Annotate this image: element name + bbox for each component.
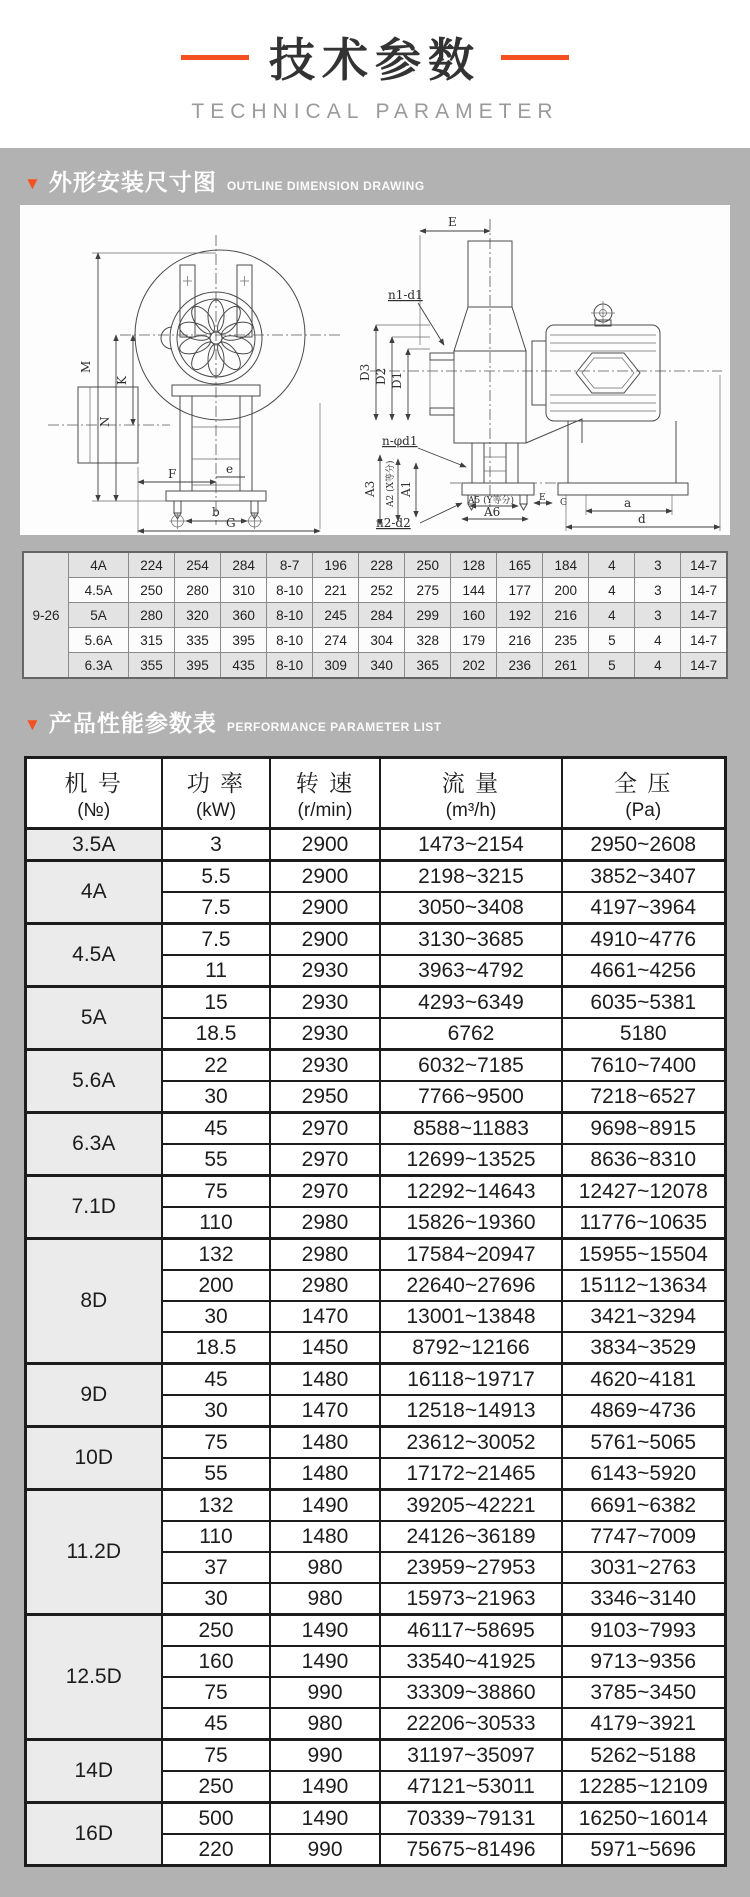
performance-value-cell: 160 (162, 1646, 270, 1677)
performance-header-title: 全 压 (614, 770, 673, 796)
performance-value-cell: 22206~30533 (380, 1708, 562, 1740)
performance-value-cell: 11776~10635 (562, 1207, 725, 1239)
section-performance-title: 产品性能参数表 (48, 710, 217, 736)
dim-label-n1-d1: n1-d1 (388, 288, 423, 302)
performance-value-cell: 5971~5696 (562, 1834, 725, 1866)
performance-value-cell: 15955~15504 (562, 1239, 725, 1271)
performance-value-cell: 45 (162, 1113, 270, 1145)
performance-value-cell: 4661~4256 (562, 955, 725, 987)
dimension-value-cell: 280 (175, 578, 221, 603)
performance-header-cell (380, 758, 562, 829)
dimension-table-body (23, 552, 727, 678)
performance-value-cell: 250 (162, 1615, 270, 1647)
dimension-value-cell: 261 (543, 653, 589, 679)
performance-value-cell: 3346~3140 (562, 1583, 725, 1615)
performance-header-title: 机 号 (64, 770, 123, 796)
performance-value-cell: 30 (162, 1583, 270, 1615)
dimension-table-row (23, 603, 727, 628)
performance-header-cell (25, 758, 162, 829)
performance-value-cell: 2980 (270, 1207, 380, 1239)
performance-value-cell: 3852~3407 (562, 861, 725, 893)
performance-value-cell: 110 (162, 1521, 270, 1552)
performance-value-cell: 45 (162, 1364, 270, 1396)
dimension-value-cell: 8-7 (267, 552, 313, 578)
dimension-table (22, 551, 728, 679)
performance-value-cell: 3130~3685 (380, 924, 562, 956)
performance-value-cell: 45 (162, 1708, 270, 1740)
performance-value-cell: 75 (162, 1740, 270, 1772)
dimension-value-cell: 160 (451, 603, 497, 628)
performance-value-cell: 70339~79131 (380, 1803, 562, 1835)
dimension-value-cell: 435 (221, 653, 267, 679)
performance-value-cell: 7766~9500 (380, 1081, 562, 1113)
performance-value-cell: 2980 (270, 1239, 380, 1271)
performance-table-body (25, 829, 725, 1866)
performance-value-cell: 75 (162, 1176, 270, 1208)
performance-value-cell: 9103~7993 (562, 1615, 725, 1647)
performance-value-cell: 37 (162, 1552, 270, 1583)
performance-value-cell: 1480 (270, 1427, 380, 1459)
performance-value-cell: 2980 (270, 1270, 380, 1301)
performance-table-row (25, 1740, 725, 1772)
section-outline-title: 外形安装尺寸图 (48, 169, 217, 195)
performance-value-cell: 5262~5188 (562, 1740, 725, 1772)
performance-value-cell: 8636~8310 (562, 1144, 725, 1176)
performance-value-cell: 5761~5065 (562, 1427, 725, 1459)
dimension-model-cell: 5.6A (69, 628, 129, 653)
performance-value-cell: 2970 (270, 1176, 380, 1208)
performance-value-cell: 12427~12078 (562, 1176, 725, 1208)
dim-label-G2: G (560, 498, 568, 508)
performance-value-cell: 12518~14913 (380, 1395, 562, 1427)
dimension-value-cell: 310 (221, 578, 267, 603)
page-title: 技术参数 (269, 34, 481, 86)
dim-label-b: b (212, 505, 220, 519)
performance-model-cell: 5.6A (25, 1050, 162, 1113)
dimension-value-cell: 216 (543, 603, 589, 628)
performance-value-cell: 15 (162, 987, 270, 1019)
dim-label-K: K (115, 376, 129, 385)
performance-model-cell: 5A (25, 987, 162, 1050)
performance-value-cell: 4293~6349 (380, 987, 562, 1019)
performance-value-cell: 7.5 (162, 924, 270, 956)
performance-value-cell: 250 (162, 1771, 270, 1803)
dim-label-A2: A2 (X等分) (386, 460, 396, 507)
performance-value-cell: 23612~30052 (380, 1427, 562, 1459)
dimension-value-cell: 8-10 (267, 653, 313, 679)
performance-value-cell: 30 (162, 1081, 270, 1113)
performance-value-cell: 1480 (270, 1521, 380, 1552)
dimension-value-cell: 165 (497, 552, 543, 578)
dim-label-n2-d2: n2-d2 (376, 516, 411, 530)
performance-value-cell: 2900 (270, 892, 380, 924)
performance-value-cell: 2970 (270, 1144, 380, 1176)
dimension-value-cell: 4 (589, 578, 635, 603)
page-subtitle: TECHNICAL PARAMETER (191, 100, 559, 123)
performance-value-cell: 6032~7185 (380, 1050, 562, 1082)
performance-header-unit: (kW) (195, 800, 237, 821)
performance-header-unit: (Pa) (625, 800, 662, 821)
dim-label-e: e (226, 462, 234, 476)
performance-value-cell: 18.5 (162, 1018, 270, 1050)
dimension-value-cell: 245 (313, 603, 359, 628)
performance-value-cell: 7.5 (162, 892, 270, 924)
performance-model-cell: 11.2D (25, 1490, 162, 1615)
performance-value-cell: 220 (162, 1834, 270, 1866)
performance-value-cell: 4620~4181 (562, 1364, 725, 1396)
triangle-down-icon: ▼ (24, 715, 41, 734)
performance-value-cell: 15973~21963 (380, 1583, 562, 1615)
performance-header-cell (562, 758, 725, 829)
dimension-value-cell: 221 (313, 578, 359, 603)
performance-value-cell: 23959~27953 (380, 1552, 562, 1583)
performance-value-cell: 990 (270, 1834, 380, 1866)
performance-table-row (25, 924, 725, 956)
performance-value-cell: 1470 (270, 1395, 380, 1427)
performance-value-cell: 4179~3921 (562, 1708, 725, 1740)
performance-table-row (25, 1615, 725, 1647)
performance-value-cell: 1490 (270, 1615, 380, 1647)
performance-model-cell: 3.5A (25, 829, 162, 861)
dimension-value-cell: 284 (359, 603, 405, 628)
dim-label-D2: D2 (374, 367, 388, 385)
performance-table-row (25, 1364, 725, 1396)
performance-value-cell: 13001~13848 (380, 1301, 562, 1332)
dimension-value-cell: 395 (175, 653, 221, 679)
performance-value-cell: 75675~81496 (380, 1834, 562, 1866)
performance-table (24, 756, 727, 1867)
performance-value-cell: 9698~8915 (562, 1113, 725, 1145)
section-outline-subtitle: OUTLINE DIMENSION DRAWING (226, 179, 425, 193)
dimension-model-cell: 6.3A (69, 653, 129, 679)
dimension-value-cell: 8-10 (267, 578, 313, 603)
dimension-value-cell: 275 (405, 578, 451, 603)
dimension-table-row (23, 653, 727, 679)
section-outline-header (0, 148, 750, 205)
performance-value-cell: 15112~13634 (562, 1270, 725, 1301)
performance-value-cell: 2930 (270, 987, 380, 1019)
dimension-value-cell: 14-7 (681, 628, 727, 653)
performance-value-cell: 4197~3964 (562, 892, 725, 924)
performance-value-cell: 4910~4776 (562, 924, 725, 956)
performance-value-cell: 132 (162, 1239, 270, 1271)
performance-model-cell: 7.1D (25, 1176, 162, 1239)
dimension-value-cell: 254 (175, 552, 221, 578)
fan-front-view (48, 235, 340, 533)
performance-value-cell: 6035~5381 (562, 987, 725, 1019)
dimension-model-cell: 4A (69, 552, 129, 578)
dimension-value-cell: 274 (313, 628, 359, 653)
section-performance-subtitle: PERFORMANCE PARAMETER LIST (226, 720, 442, 734)
dimension-value-cell: 250 (129, 578, 175, 603)
performance-value-cell: 33309~38860 (380, 1677, 562, 1708)
dimension-value-cell: 365 (405, 653, 451, 679)
dimension-value-cell: 192 (497, 603, 543, 628)
performance-header-unit: (№) (77, 800, 111, 821)
performance-header-title: 转 速 (295, 770, 355, 796)
performance-value-cell: 500 (162, 1803, 270, 1835)
performance-value-cell: 3834~3529 (562, 1332, 725, 1364)
performance-value-cell: 980 (270, 1708, 380, 1740)
performance-value-cell: 1490 (270, 1490, 380, 1522)
performance-value-cell: 3050~3408 (380, 892, 562, 924)
performance-value-cell: 2970 (270, 1113, 380, 1145)
title-dash-right-icon (501, 55, 569, 60)
performance-header-unit: (m³/h) (445, 800, 497, 821)
dimension-value-cell: 235 (543, 628, 589, 653)
performance-table-row (25, 1427, 725, 1459)
performance-value-cell: 2900 (270, 861, 380, 893)
dim-label-G: G (226, 516, 236, 530)
performance-value-cell: 1480 (270, 1458, 380, 1490)
performance-value-cell: 3031~2763 (562, 1552, 725, 1583)
performance-model-cell: 4.5A (25, 924, 162, 987)
performance-value-cell: 1473~2154 (380, 829, 562, 861)
performance-value-cell: 7218~6527 (562, 1081, 725, 1113)
performance-value-cell: 75 (162, 1427, 270, 1459)
dimension-value-cell: 196 (313, 552, 359, 578)
performance-value-cell: 980 (270, 1552, 380, 1583)
dimension-value-cell: 284 (221, 552, 267, 578)
dimension-value-cell: 335 (175, 628, 221, 653)
performance-value-cell: 11 (162, 955, 270, 987)
dimension-model-cell: 4.5A (69, 578, 129, 603)
performance-table-row (25, 1239, 725, 1271)
performance-value-cell: 2930 (270, 1050, 380, 1082)
performance-value-cell: 5180 (562, 1018, 725, 1050)
performance-table-row (25, 829, 725, 861)
performance-value-cell: 6143~5920 (562, 1458, 725, 1490)
performance-value-cell: 18.5 (162, 1332, 270, 1364)
performance-value-cell: 132 (162, 1490, 270, 1522)
dimension-value-cell: 3 (635, 603, 681, 628)
performance-value-cell: 1490 (270, 1803, 380, 1835)
dim-label-n-phi-d1: n-φd1 (382, 434, 418, 448)
performance-value-cell: 47121~53011 (380, 1771, 562, 1803)
dimension-value-cell: 14-7 (681, 578, 727, 603)
dimension-value-cell: 224 (129, 552, 175, 578)
dimension-value-cell: 216 (497, 628, 543, 653)
dimension-value-cell: 5 (589, 653, 635, 679)
performance-value-cell: 16118~19717 (380, 1364, 562, 1396)
performance-value-cell: 15826~19360 (380, 1207, 562, 1239)
dim-label-D3: D3 (358, 363, 372, 381)
performance-value-cell: 2950~2608 (562, 829, 725, 861)
dimension-value-cell: 200 (543, 578, 589, 603)
performance-header-title: 流 量 (441, 770, 501, 796)
dim-label-d: d (638, 512, 646, 526)
performance-value-cell: 16250~16014 (562, 1803, 725, 1835)
performance-value-cell: 12292~14643 (380, 1176, 562, 1208)
dimension-value-cell: 14-7 (681, 603, 727, 628)
dimension-table-row (23, 552, 727, 578)
performance-value-cell: 8792~12166 (380, 1332, 562, 1364)
dimension-value-cell: 4 (589, 552, 635, 578)
performance-model-cell: 8D (25, 1239, 162, 1364)
dimension-value-cell: 179 (451, 628, 497, 653)
performance-value-cell: 1450 (270, 1332, 380, 1364)
performance-value-cell: 30 (162, 1301, 270, 1332)
performance-value-cell: 3421~3294 (562, 1301, 725, 1332)
performance-value-cell: 9713~9356 (562, 1646, 725, 1677)
dim-label-A5: A5 (Y等分) (468, 496, 515, 506)
dimension-value-cell: 4 (635, 653, 681, 679)
performance-value-cell: 980 (270, 1583, 380, 1615)
fan-side-view (358, 215, 722, 531)
dim-label-N: N (98, 416, 112, 427)
performance-value-cell: 7747~7009 (562, 1521, 725, 1552)
performance-value-cell: 24126~36189 (380, 1521, 562, 1552)
performance-value-cell: 2198~3215 (380, 861, 562, 893)
performance-model-cell: 12.5D (25, 1615, 162, 1740)
performance-value-cell: 110 (162, 1207, 270, 1239)
page-header (0, 0, 750, 148)
performance-value-cell: 990 (270, 1740, 380, 1772)
dimension-value-cell: 8-10 (267, 628, 313, 653)
performance-value-cell: 30 (162, 1395, 270, 1427)
dimension-value-cell: 280 (129, 603, 175, 628)
performance-value-cell: 75 (162, 1677, 270, 1708)
content-area (0, 148, 750, 1897)
dimension-value-cell: 252 (359, 578, 405, 603)
dim-label-A1: A1 (399, 480, 413, 497)
performance-header-unit: (r/min) (297, 800, 353, 821)
performance-value-cell: 12699~13525 (380, 1144, 562, 1176)
performance-header-cell (162, 758, 270, 829)
performance-value-cell: 12285~12109 (562, 1771, 725, 1803)
dimension-value-cell: 5 (589, 628, 635, 653)
performance-value-cell: 46117~58695 (380, 1615, 562, 1647)
dimension-group-cell: 9-26 (23, 552, 69, 678)
dimension-value-cell: 4 (589, 603, 635, 628)
dimension-value-cell: 4 (635, 628, 681, 653)
dimension-value-cell: 184 (543, 552, 589, 578)
dimension-table-row (23, 578, 727, 603)
performance-table-row (25, 1490, 725, 1522)
dimension-model-cell: 5A (69, 603, 129, 628)
dimension-value-cell: 355 (129, 653, 175, 679)
dim-label-F: F (168, 467, 177, 481)
section-performance-header (0, 679, 750, 746)
title-dash-left-icon (181, 55, 249, 60)
dimension-value-cell: 304 (359, 628, 405, 653)
performance-table-row (25, 1176, 725, 1208)
dim-label-D1: D1 (390, 371, 404, 389)
dimension-value-cell: 177 (497, 578, 543, 603)
performance-value-cell: 2900 (270, 829, 380, 861)
performance-value-cell: 2950 (270, 1081, 380, 1113)
performance-value-cell: 2930 (270, 955, 380, 987)
performance-model-cell: 6.3A (25, 1113, 162, 1176)
dimension-value-cell: 3 (635, 552, 681, 578)
performance-value-cell: 1490 (270, 1771, 380, 1803)
performance-value-cell: 200 (162, 1270, 270, 1301)
performance-value-cell: 55 (162, 1144, 270, 1176)
performance-value-cell: 7610~7400 (562, 1050, 725, 1082)
performance-table-row (25, 1050, 725, 1082)
dimension-value-cell: 328 (405, 628, 451, 653)
performance-value-cell: 22 (162, 1050, 270, 1082)
performance-table-row (25, 861, 725, 893)
dimension-value-cell: 228 (359, 552, 405, 578)
dim-label-E2: E (539, 493, 546, 503)
performance-value-cell: 3963~4792 (380, 955, 562, 987)
dimension-value-cell: 340 (359, 653, 405, 679)
performance-model-cell: 10D (25, 1427, 162, 1490)
performance-value-cell: 33540~41925 (380, 1646, 562, 1677)
performance-value-cell: 990 (270, 1677, 380, 1708)
dim-label-a: a (624, 496, 632, 510)
dimension-value-cell: 14-7 (681, 653, 727, 679)
dim-label-E: E (448, 215, 457, 229)
performance-value-cell: 1490 (270, 1646, 380, 1677)
dimension-value-cell: 395 (221, 628, 267, 653)
dimension-value-cell: 250 (405, 552, 451, 578)
dimension-value-cell: 3 (635, 578, 681, 603)
outline-drawing-panel (20, 205, 730, 535)
dimension-table-row (23, 628, 727, 653)
performance-value-cell: 55 (162, 1458, 270, 1490)
triangle-down-icon: ▼ (24, 174, 41, 193)
performance-value-cell: 2900 (270, 924, 380, 956)
performance-value-cell: 4869~4736 (562, 1395, 725, 1427)
dimension-value-cell: 360 (221, 603, 267, 628)
performance-value-cell: 31197~35097 (380, 1740, 562, 1772)
performance-value-cell: 5.5 (162, 861, 270, 893)
dimension-value-cell: 309 (313, 653, 359, 679)
dimension-value-cell: 320 (175, 603, 221, 628)
performance-value-cell: 2930 (270, 1018, 380, 1050)
performance-model-cell: 16D (25, 1803, 162, 1866)
performance-table-row (25, 1803, 725, 1835)
performance-value-cell: 1480 (270, 1364, 380, 1396)
dimension-value-cell: 8-10 (267, 603, 313, 628)
performance-value-cell: 17172~21465 (380, 1458, 562, 1490)
dimension-value-cell: 236 (497, 653, 543, 679)
performance-value-cell: 22640~27696 (380, 1270, 562, 1301)
dimension-value-cell: 144 (451, 578, 497, 603)
outline-drawing-svg (20, 205, 730, 535)
dimension-value-cell: 128 (451, 552, 497, 578)
performance-model-cell: 14D (25, 1740, 162, 1803)
dimension-value-cell: 202 (451, 653, 497, 679)
dimension-value-cell: 315 (129, 628, 175, 653)
performance-value-cell: 39205~42221 (380, 1490, 562, 1522)
performance-value-cell: 6691~6382 (562, 1490, 725, 1522)
performance-value-cell: 17584~20947 (380, 1239, 562, 1271)
performance-table-row (25, 987, 725, 1019)
performance-value-cell: 1470 (270, 1301, 380, 1332)
title-row (161, 24, 589, 90)
performance-value-cell: 8588~11883 (380, 1113, 562, 1145)
performance-header-cell (270, 758, 380, 829)
dimension-value-cell: 299 (405, 603, 451, 628)
performance-header-title: 功 率 (186, 770, 246, 796)
performance-model-cell: 4A (25, 861, 162, 924)
dim-label-A6: A6 (484, 505, 501, 519)
performance-value-cell: 6762 (380, 1018, 562, 1050)
performance-value-cell: 3 (162, 829, 270, 861)
dim-label-A3: A3 (363, 480, 377, 497)
performance-header-row (25, 758, 725, 829)
dimension-value-cell: 14-7 (681, 552, 727, 578)
performance-model-cell: 9D (25, 1364, 162, 1427)
performance-value-cell: 3785~3450 (562, 1677, 725, 1708)
performance-table-row (25, 1113, 725, 1145)
dim-label-M: M (79, 360, 93, 373)
